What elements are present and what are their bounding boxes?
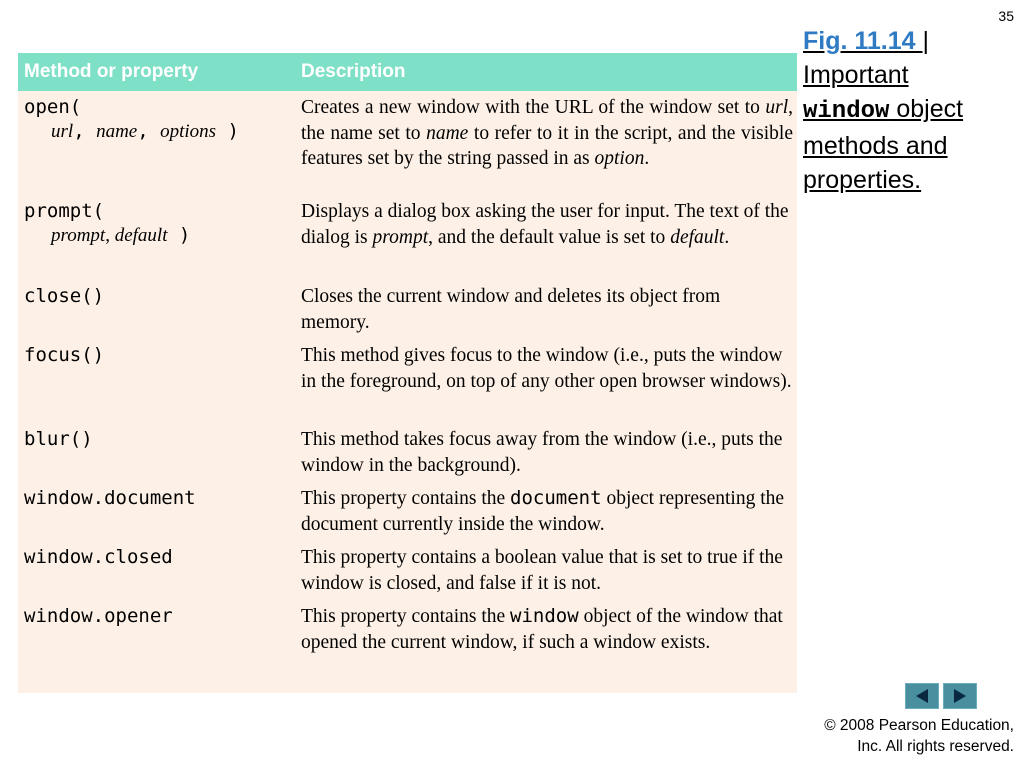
method-name: blur() — [24, 428, 93, 450]
figure-link[interactable]: Fig. 11.14 — [803, 27, 923, 55]
triangle-left-icon — [913, 687, 931, 705]
method-description: Creates a new window with the URL of the window set to url, the name set to name to refer to it in the script, and the visible features set by the string passed in as option. — [301, 97, 793, 169]
copyright-notice: © 2008 Pearson Education, Inc. All rights reserved. — [824, 717, 1014, 755]
header-method: Method or property — [24, 61, 199, 82]
caption-text-end: object methods and properties. — [803, 95, 964, 194]
method-description: This property contains the document object representing the document currently inside the window. — [301, 487, 785, 535]
method-description: Displays a dialog box asking the user for input. The text of the dialog is prompt, and the default value is set to default. — [301, 201, 789, 248]
table-row — [18, 95, 797, 199]
slide-navigation — [905, 683, 977, 709]
table-row — [18, 604, 797, 684]
table-header — [18, 53, 797, 91]
methods-table — [18, 53, 797, 693]
method-description: This method gives focus to the window (i.e., puts the window in the foreground, on top of any other open browser windows). — [301, 345, 792, 392]
table-row — [18, 486, 797, 545]
method-name: window.document — [24, 487, 196, 509]
caption-code-word: window — [803, 98, 890, 125]
method-params: prompt, default ) — [51, 224, 191, 246]
page-number: 35 — [998, 8, 1014, 24]
caption-separator: | — [922, 27, 930, 55]
method-description: This property contains a boolean value that is set to true if the window is closed, and false if it is not. — [301, 547, 783, 594]
table-row — [18, 284, 797, 343]
method-name: open( url, name, options ) — [18, 95, 301, 199]
header-description: Description — [301, 61, 406, 82]
method-name: window.opener — [24, 605, 173, 627]
method-name: focus() — [24, 344, 105, 366]
table-row — [18, 343, 797, 427]
method-description: This property contains the window object of the window that opened the current window, if such a window exists. — [301, 605, 783, 653]
method-description: This method takes focus away from the window (i.e., puts the window in the background). — [301, 429, 783, 476]
method-name: window.closed — [24, 546, 173, 568]
table-row — [18, 199, 797, 284]
caption-text-start: Important — [803, 61, 909, 89]
table-row — [18, 545, 797, 604]
method-description: Closes the current window and deletes its object from memory. — [301, 286, 721, 333]
method-name: close() — [24, 285, 105, 307]
table-row — [18, 427, 797, 486]
method-params: url, name, options ) — [51, 120, 239, 142]
figure-caption — [803, 24, 1013, 197]
next-slide-button[interactable] — [943, 683, 977, 709]
triangle-right-icon — [951, 687, 969, 705]
previous-slide-button[interactable] — [905, 683, 939, 709]
method-name: prompt( prompt, default ) — [18, 199, 301, 284]
